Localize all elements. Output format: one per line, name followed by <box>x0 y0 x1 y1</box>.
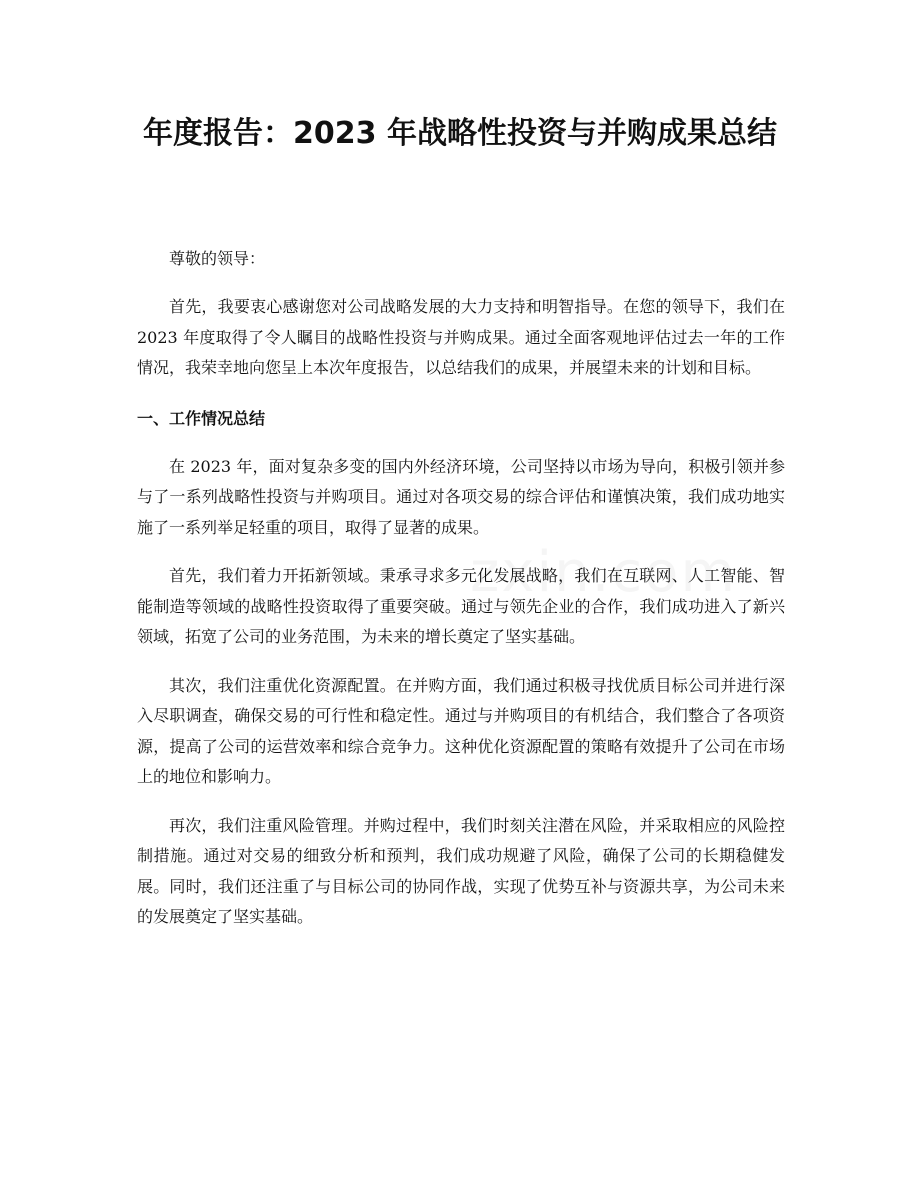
salutation: 尊敬的领导： <box>169 249 266 268</box>
body-paragraph: 在 2023 年，面对复杂多变的国内外经济环境，公司坚持以市场为导向，积极引领并参与了一系列战略性投资与并购项目。通过对各项交易的综合评估和谨慎决策，我们成功地实施了一系列举足轻重的项目，取得了显著的成果。 <box>137 456 785 537</box>
body-paragraph: 其次，我们注重优化资源配置。在并购方面，我们通过积极寻找优质目标公司并进行深入尽职调查，确保交易的可行性和稳定性。通过与并购项目的有机结合，我们整合了各项资源，提高了公司的运营效率和综合竞争力。这种优化资源配置的策略有效提升了公司在市场上的地位和影响力。 <box>137 675 785 786</box>
document-body <box>137 244 785 933</box>
document-title: 年度报告：2023 年战略性投资与并购成果总结 <box>143 116 777 151</box>
body-paragraph: 再次，我们注重风险管理。并购过程中，我们时刻关注潜在风险，并采取相应的风险控制措施。通过对交易的细致分析和预判，我们成功规避了风险，确保了公司的长期稳健发展。同时，我们还注重了与目标公司的协同作战，实现了优势互补与资源共享，为公司未来的发展奠定了坚实基础。 <box>137 815 785 926</box>
body-paragraph: 首先，我们着力开拓新领域。秉承寻求多元化发展战略，我们在互联网、人工智能、智能制造等领域的战略性投资取得了重要突破。通过与领先企业的合作，我们成功进入了新兴领域，拓宽了公司的业务范围，为未来的增长奠定了坚实基础。 <box>137 566 785 646</box>
section-heading: 一、工作情况总结 <box>137 408 266 428</box>
intro-paragraph: 首先，我要衷心感谢您对公司战略发展的大力支持和明智指导。在您的领导下，我们在 2023 年度取得了令人瞩目的战略性投资与并购成果。通过全面客观地评估过去一年的工作情况，我荣幸地向您呈上本次年度报告，以总结我们的成果，并展望未来的计划和目标。 <box>137 297 785 377</box>
